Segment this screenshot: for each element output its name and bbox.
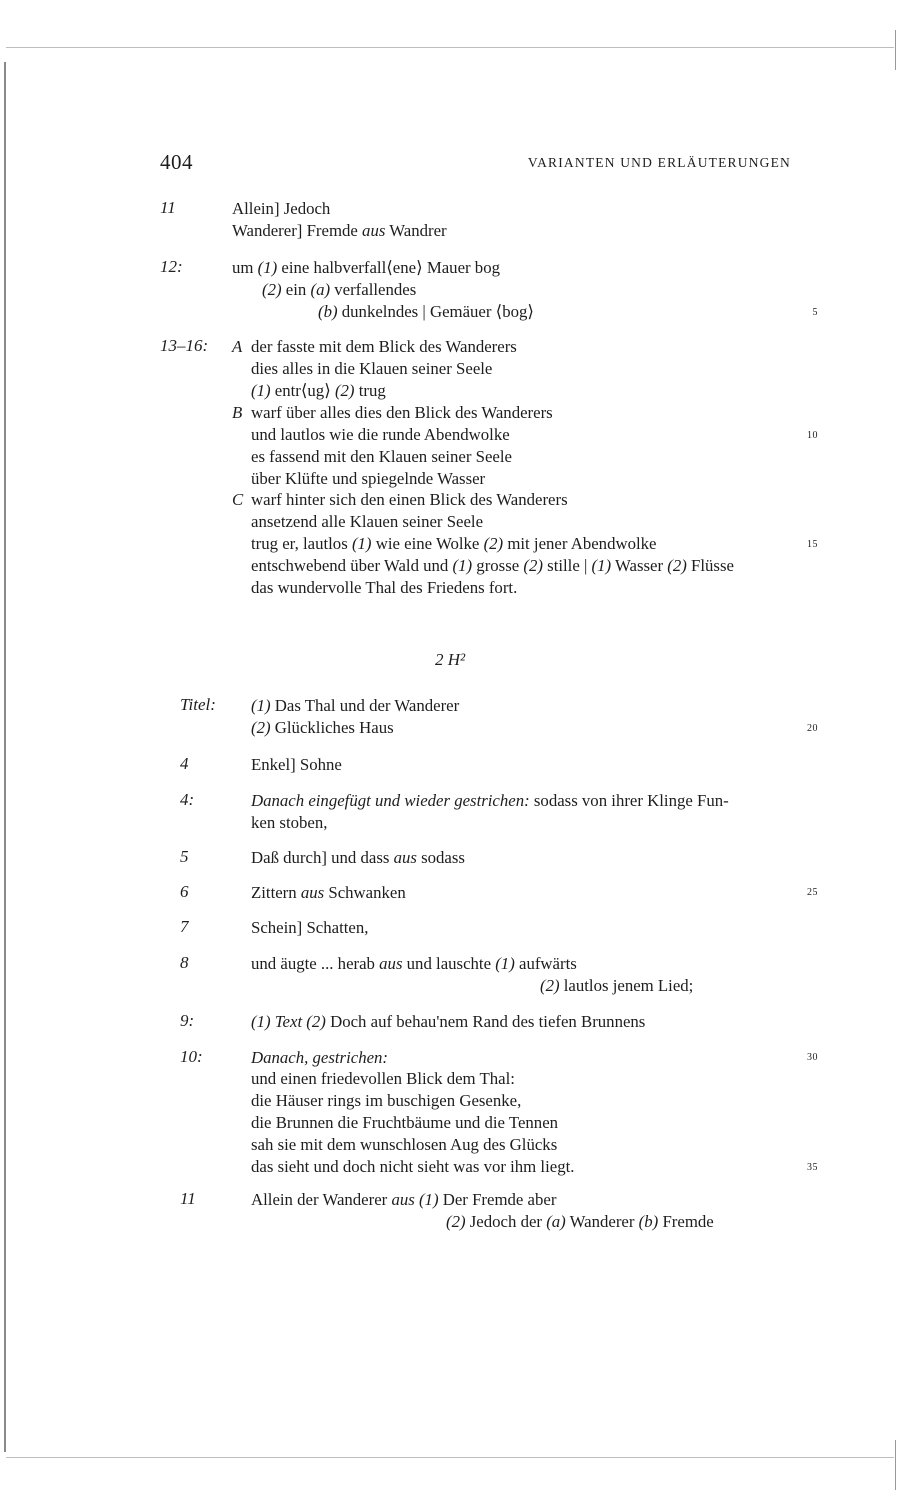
entry-label: Titel:	[180, 695, 216, 714]
entry-line: warf über alles dies den Blick des Wanderers	[251, 403, 553, 422]
entry-line: Zittern aus Schwanken	[251, 883, 406, 902]
entry-label: 6	[180, 882, 189, 901]
entry-line: das wundervolle Thal des Friedens fort.	[251, 578, 518, 597]
entry-line: (2) Jedoch der (a) Wanderer (b) Fremde	[446, 1212, 714, 1231]
right-edge-mark-bottom	[895, 1440, 896, 1490]
line-number: 35	[807, 1162, 818, 1173]
section-title: 2 H²	[434, 650, 466, 669]
entry-line: Allein] Jedoch	[232, 199, 331, 218]
top-rule	[6, 47, 894, 48]
entry-label: 8	[180, 953, 189, 972]
entry-line: (2) Glückliches Haus	[251, 718, 394, 737]
entry-label: 11	[180, 1189, 196, 1208]
line-number: 15	[807, 539, 818, 550]
variant-marker: A	[232, 337, 243, 356]
line-number: 20	[807, 723, 818, 734]
entry-label: 13–16:	[160, 336, 209, 355]
right-edge-mark	[895, 30, 896, 70]
entry-line: (2) lautlos jenem Lied;	[540, 976, 694, 995]
entry-line: entschwebend über Wald und (1) grosse (2) stille | (1) Wasser (2) Flüsse	[251, 556, 734, 575]
entry-line: Allein der Wanderer aus (1) Der Fremde aber	[251, 1190, 557, 1209]
entry-label: 4:	[180, 790, 195, 809]
entry-line: Danach, gestrichen:	[251, 1048, 389, 1067]
entry-line: (1) entr⟨ug⟩ (2) trug	[251, 381, 386, 400]
left-edge-rule	[4, 62, 6, 1452]
entry-label: 4	[180, 754, 189, 773]
entry-line: über Klüfte und spiegelnde Wasser	[251, 469, 486, 488]
entry-label: 11	[160, 198, 176, 217]
entry-line: und einen friedevollen Blick dem Thal:	[251, 1069, 515, 1088]
entry-line: Schein] Schatten,	[251, 918, 369, 937]
line-number: 5	[812, 307, 818, 318]
line-number: 30	[807, 1052, 818, 1063]
entry-line: und äugte ... herab aus und lauschte (1) aufwärts	[251, 954, 577, 973]
entry-line: es fassend mit den Klauen seiner Seele	[251, 447, 512, 466]
entry-line: der fasste mit dem Blick des Wanderers	[251, 337, 517, 356]
entry-line: trug er, lautlos (1) wie eine Wolke (2) mit jener Abendwolke	[251, 534, 657, 553]
entry-line: Daß durch] und dass aus sodass	[251, 848, 465, 867]
entry-line: ansetzend alle Klauen seiner Seele	[251, 512, 484, 531]
page-number: 404	[160, 150, 193, 174]
entry-line: die Brunnen die Fruchtbäume und die Tennen	[251, 1113, 559, 1132]
entry-line: Wanderer] Fremde aus Wandrer	[232, 221, 447, 240]
entry-line: dies alles in die Klauen seiner Seele	[251, 359, 493, 378]
entry-line: ken stoben,	[251, 813, 328, 832]
entry-label: 10:	[180, 1047, 203, 1066]
entry-line: (1) Das Thal und der Wanderer	[251, 696, 460, 715]
line-number: 25	[807, 887, 818, 898]
entry-line: und lautlos wie die runde Abendwolke	[251, 425, 510, 444]
entry-line: das sieht und doch nicht sieht was vor ihm liegt.	[251, 1157, 575, 1176]
entry-line: (1) Text (2) Doch auf behau'nem Rand des tiefen Brunnens	[251, 1012, 646, 1031]
entry-line: (2) ein (a) verfallendes	[262, 280, 417, 299]
line-number: 10	[807, 430, 818, 441]
entry-line: um (1) eine halbverfall⟨ene⟩ Mauer bog	[232, 258, 500, 277]
entry-label: 5	[180, 847, 189, 866]
entry-label: 12:	[160, 257, 183, 276]
running-title: VARIANTEN UND ERLÄUTERUNGEN	[527, 155, 791, 170]
entry-line: sah sie mit dem wunschlosen Aug des Glücks	[251, 1135, 558, 1154]
bottom-rule	[6, 1457, 894, 1458]
entry-line: (b) dunkelndes | Gemäuer ⟨bog⟩	[318, 302, 534, 321]
entry-label: 9:	[180, 1011, 195, 1030]
entry-line: Danach eingefügt und wieder gestrichen: sodass von ihrer Klinge Fun-	[251, 791, 729, 810]
variant-marker: B	[232, 403, 243, 422]
variant-marker: C	[232, 490, 244, 509]
entry-label: 7	[180, 917, 189, 936]
entry-line: Enkel] Sohne	[251, 755, 342, 774]
entry-line: warf hinter sich den einen Blick des Wanderers	[251, 490, 568, 509]
entry-line: die Häuser rings im buschigen Gesenke,	[251, 1091, 522, 1110]
